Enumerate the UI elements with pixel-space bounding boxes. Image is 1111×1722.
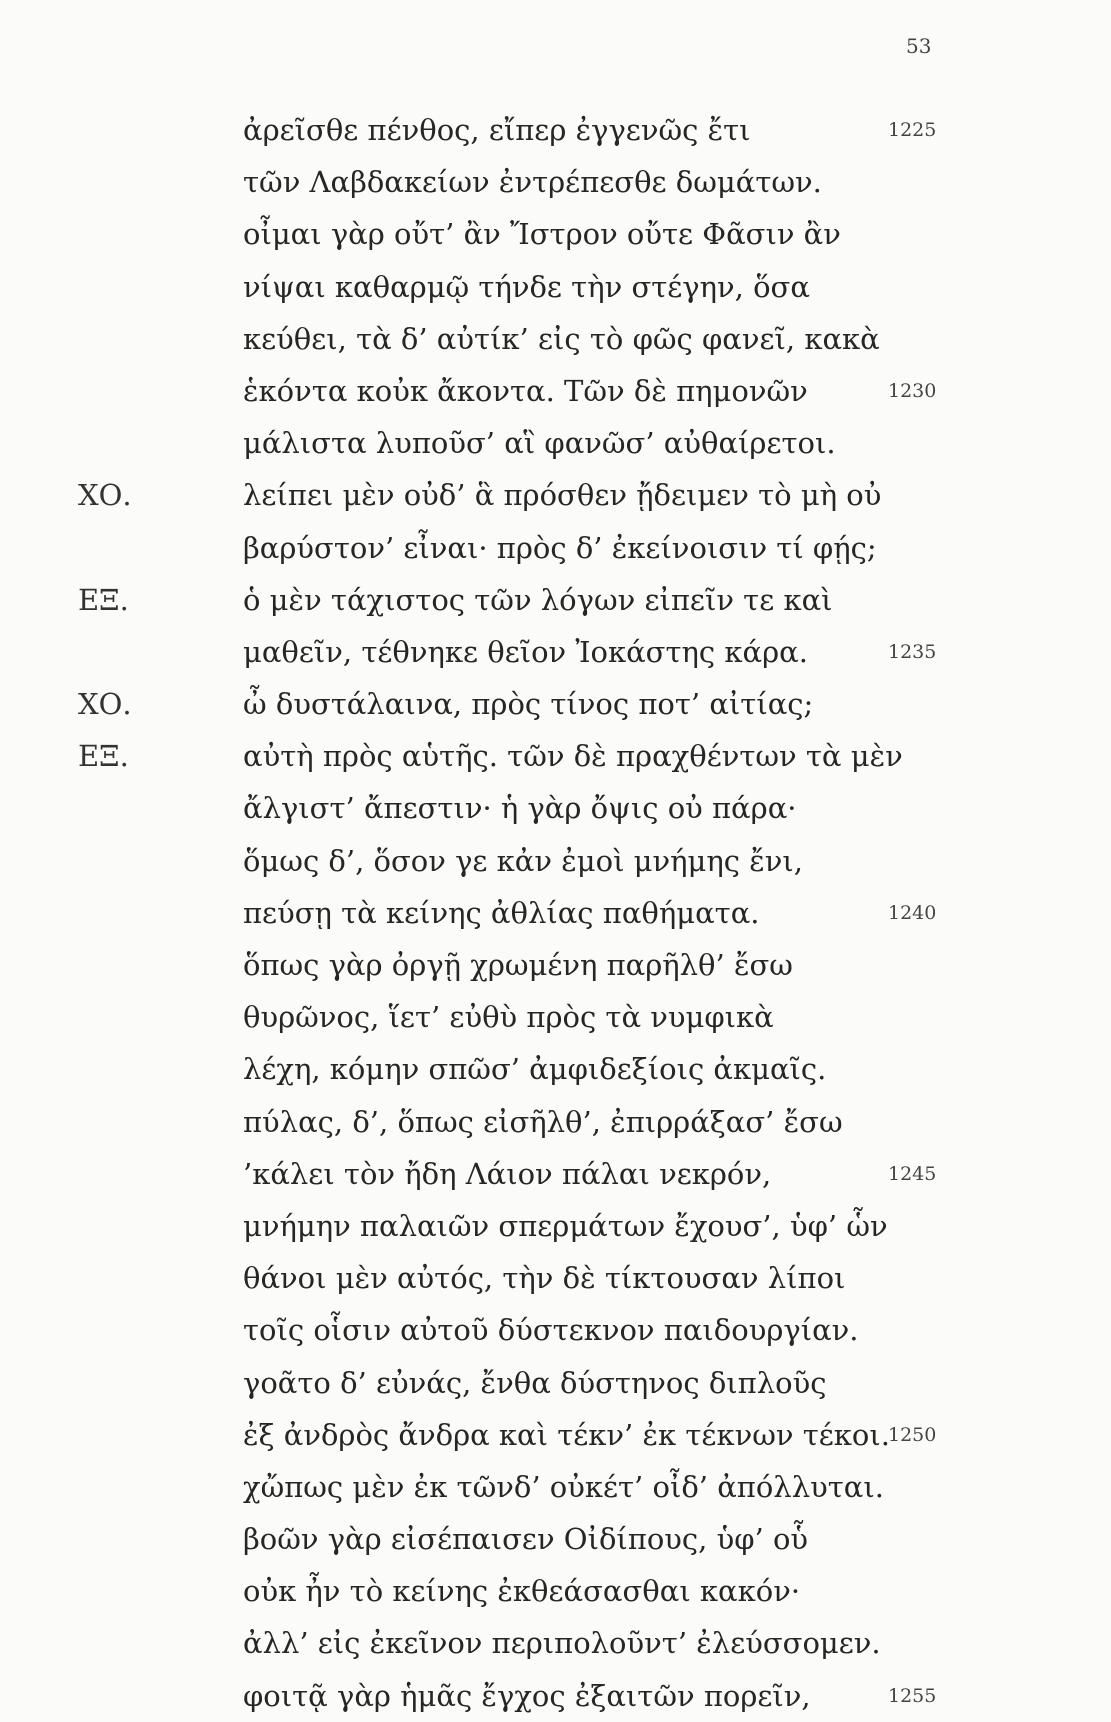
verse-text: ὅμως δ’, ὅσον γε κἀν ἐμοὶ μνήμης ἔνι,: [243, 843, 803, 878]
verse-line: [0, 261, 1111, 313]
verse-line: [0, 835, 1111, 887]
verse-text: ἄλγιστ’ ἄπεστιν· ἡ γὰρ ὄψις οὐ πάρα·: [243, 791, 797, 826]
verse-line: [0, 156, 1111, 208]
verse-line: [0, 1409, 1111, 1461]
verse-text: ὅπως γὰρ ὀργῇ χρωμένη παρῆλθ’ ἔσω: [243, 948, 793, 982]
verse-text: θάνοι μὲν αὐτός, τὴν δὲ τίκτουσαν λίποι: [243, 1261, 846, 1296]
verse-text: ἀρεῖσθε πένθος, εἴπερ ἐγγενῶς ἔτι: [243, 113, 751, 147]
verse-text: ὦ δυστάλαινα, πρὸς τίνος ποτ’ αἰτίας;: [243, 687, 814, 722]
verse-line: [0, 782, 1111, 834]
verse-line: [0, 365, 1111, 417]
verse-text: μνήμην παλαιῶν σπερμάτων ἔχουσ’, ὑφ’ ὧν: [243, 1208, 888, 1243]
verse-line: [0, 730, 1111, 782]
verse-text: κεύθει, τὰ δ’ αὐτίκ’ εἰς τὸ φῶς φανεῖ, κακὰ: [243, 321, 880, 356]
verse-line: [0, 1252, 1111, 1304]
verse-line: [0, 1043, 1111, 1095]
line-number: 1235: [888, 640, 937, 663]
speaker-label: ΕΞ.: [78, 582, 129, 617]
verse-line: [0, 887, 1111, 939]
verse-line: [0, 417, 1111, 469]
verse-line: [0, 1461, 1111, 1513]
verse-line: [0, 574, 1111, 626]
verse-lines: [0, 104, 1111, 1722]
verse-line: [0, 626, 1111, 678]
verse-text: χὤπως μὲν ἐκ τῶνδ’ οὐκέτ’ οἶδ’ ἀπόλλυται.: [243, 1469, 884, 1504]
verse-text: οὐκ ἦν τὸ κείνης ἐκθεάσασθαι κακόν·: [243, 1574, 801, 1609]
verse-text: νίψαι καθαρμῷ τήνδε τὴν στέγην, ὅσα: [243, 269, 810, 304]
speaker-label: ΧΟ.: [78, 687, 132, 722]
verse-text: λείπει μὲν οὐδ’ ἃ πρόσθεν ᾔδειμεν τὸ μὴ οὐ: [243, 478, 882, 513]
page-number: 53: [906, 34, 932, 58]
verse-line: [0, 1513, 1111, 1565]
verse-text: μαθεῖν, τέθνηκε θεῖον Ἰοκάστης κάρα.: [243, 634, 808, 669]
verse-line: [0, 1565, 1111, 1617]
verse-text: φοιτᾷ γὰρ ἡμᾶς ἔγχος ἐξαιτῶν πορεῖν,: [243, 1678, 811, 1713]
verse-line: [0, 208, 1111, 260]
verse-text: ’κάλει τὸν ἤδη Λάιον πάλαι νεκρόν,: [243, 1156, 772, 1191]
verse-line: [0, 1096, 1111, 1148]
verse-text: βοῶν γὰρ εἰσέπαισεν Οἰδίπους, ὑφ’ οὗ: [243, 1522, 809, 1557]
verse-line: [0, 1148, 1111, 1200]
speaker-label: ΧΟ.: [78, 478, 132, 513]
verse-line: [0, 469, 1111, 521]
verse-text: πεύσῃ τὰ κείνης ἀθλίας παθήματα.: [243, 895, 760, 930]
verse-text: λέχη, κόμην σπῶσ’ ἀμφιδεξίοις ἀκμαῖς.: [243, 1052, 827, 1087]
verse-text: θυρῶνος, ἵετ’ εὐθὺ πρὸς τὰ νυμφικὰ: [243, 1000, 774, 1035]
verse-line: [0, 313, 1111, 365]
verse-line: [0, 1357, 1111, 1409]
verse-text: ὁ μὲν τάχιστος τῶν λόγων εἰπεῖν τε καὶ: [243, 582, 833, 617]
verse-text: βαρύστον’ εἶναι· πρὸς δ’ ἐκείνοισιν τί φῄς;: [243, 530, 877, 565]
line-number: 1255: [888, 1684, 937, 1707]
verse-line: [0, 1200, 1111, 1252]
verse-line: [0, 1304, 1111, 1356]
verse-line: [0, 991, 1111, 1043]
verse-line: [0, 939, 1111, 991]
verse-text: τῶν Λαβδακείων ἐντρέπεσθε δωμάτων.: [243, 165, 822, 200]
verse-text: γοᾶτο δ’ εὐνάς, ἔνθα δύστηνος διπλοῦς: [243, 1365, 827, 1400]
verse-line: [0, 678, 1111, 730]
line-number: 1250: [888, 1423, 937, 1446]
verse-line: [0, 1670, 1111, 1722]
verse-line: [0, 1617, 1111, 1669]
line-number: 1240: [888, 901, 937, 924]
line-number: 1230: [888, 379, 937, 402]
verse-text: ἑκόντα κοὐκ ἄκοντα. Τῶν δὲ πημονῶν: [243, 373, 808, 408]
line-number: 1245: [888, 1162, 937, 1185]
verse-text: ἐξ ἀνδρὸς ἄνδρα καὶ τέκν’ ἐκ τέκνων τέκοι.: [243, 1417, 890, 1452]
verse-text: πύλας, δ’, ὅπως εἰσῆλθ’, ἐπιρράξασ’ ἔσω: [243, 1104, 843, 1139]
verse-line: [0, 522, 1111, 574]
verse-text: τοῖς οἷσιν αὐτοῦ δύστεκνον παιδουργίαν.: [243, 1313, 859, 1348]
speaker-label: ΕΞ.: [78, 739, 129, 774]
verse-text: αὐτὴ πρὸς αὑτῆς. τῶν δὲ πραχθέντων τὰ μὲν: [243, 739, 903, 774]
verse-text: μάλιστα λυποῦσ’ αἳ φανῶσ’ αὐθαίρετοι.: [243, 426, 836, 461]
line-number: 1225: [888, 119, 937, 141]
verse-text: ἀλλ’ εἰς ἐκεῖνον περιπολοῦντ’ ἐλεύσσομεν.: [243, 1626, 881, 1661]
verse-text: οἶμαι γὰρ οὔτ’ ἂν Ἴστρον οὔτε Φᾶσιν ἂν: [243, 217, 841, 252]
verse-line: [0, 104, 1111, 156]
